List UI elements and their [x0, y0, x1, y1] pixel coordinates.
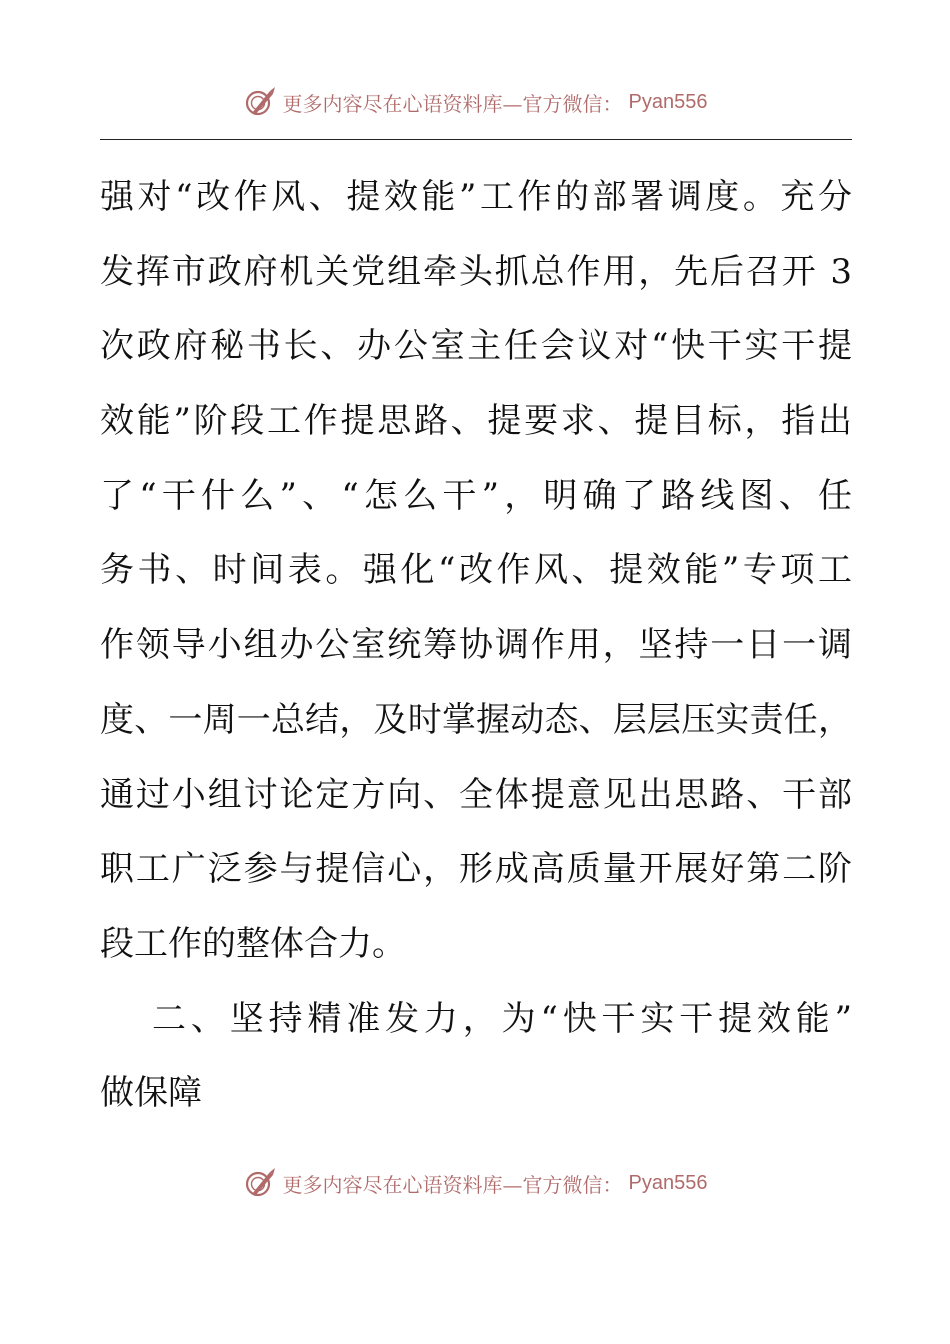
watermark-wechat-id: Pyan556 — [628, 1171, 708, 1194]
text-line: 次政府秘书长、办公室主任会议对“快干实干提 — [100, 326, 852, 367]
text-line: 了“干什么”、“怎么干”，明确了路线图、任 — [100, 475, 852, 516]
header-divider — [100, 139, 852, 140]
watermark-text: 更多内容尽在心语资料库—官方微信： — [282, 1172, 623, 1197]
watermark-wechat-id: Pyan556 — [628, 90, 708, 113]
document-body — [100, 160, 852, 1131]
text-line: 发挥市政府机关党组牵头抓总作用，先后召开 3 — [100, 251, 852, 292]
text-line: 度、一周一总结，及时掌握动态、层层压实责任， — [100, 699, 852, 740]
text-line: 作领导小组办公室统筹协调作用，坚持一日一调 — [100, 625, 852, 666]
text-line: 务书、时间表。强化“改作风、提效能”专项工 — [100, 550, 852, 591]
text-line: 职工广泛参与提信心，形成高质量开展好第二阶 — [100, 849, 852, 890]
footer-watermark — [0, 1163, 950, 1203]
header-watermark — [0, 82, 950, 122]
quill-pen-circle-icon — [243, 85, 277, 119]
text-line: 通过小组讨论定方向、全体提意见出思路、干部 — [100, 774, 852, 815]
text-line: 强对“改作风、提效能”工作的部署调度。充分 — [100, 177, 852, 217]
text-line: 效能”阶段工作提思路、提要求、提目标，指出 — [100, 401, 852, 442]
text-line: 段工作的整体合力。 — [100, 923, 406, 964]
section-heading: 二、坚持精准发力，为“快干实干提效能” — [152, 998, 852, 1039]
quill-pen-circle-icon — [243, 1166, 277, 1200]
section-heading-continued: 做保障 — [100, 1073, 202, 1114]
watermark-text: 更多内容尽在心语资料库—官方微信： — [282, 91, 623, 116]
